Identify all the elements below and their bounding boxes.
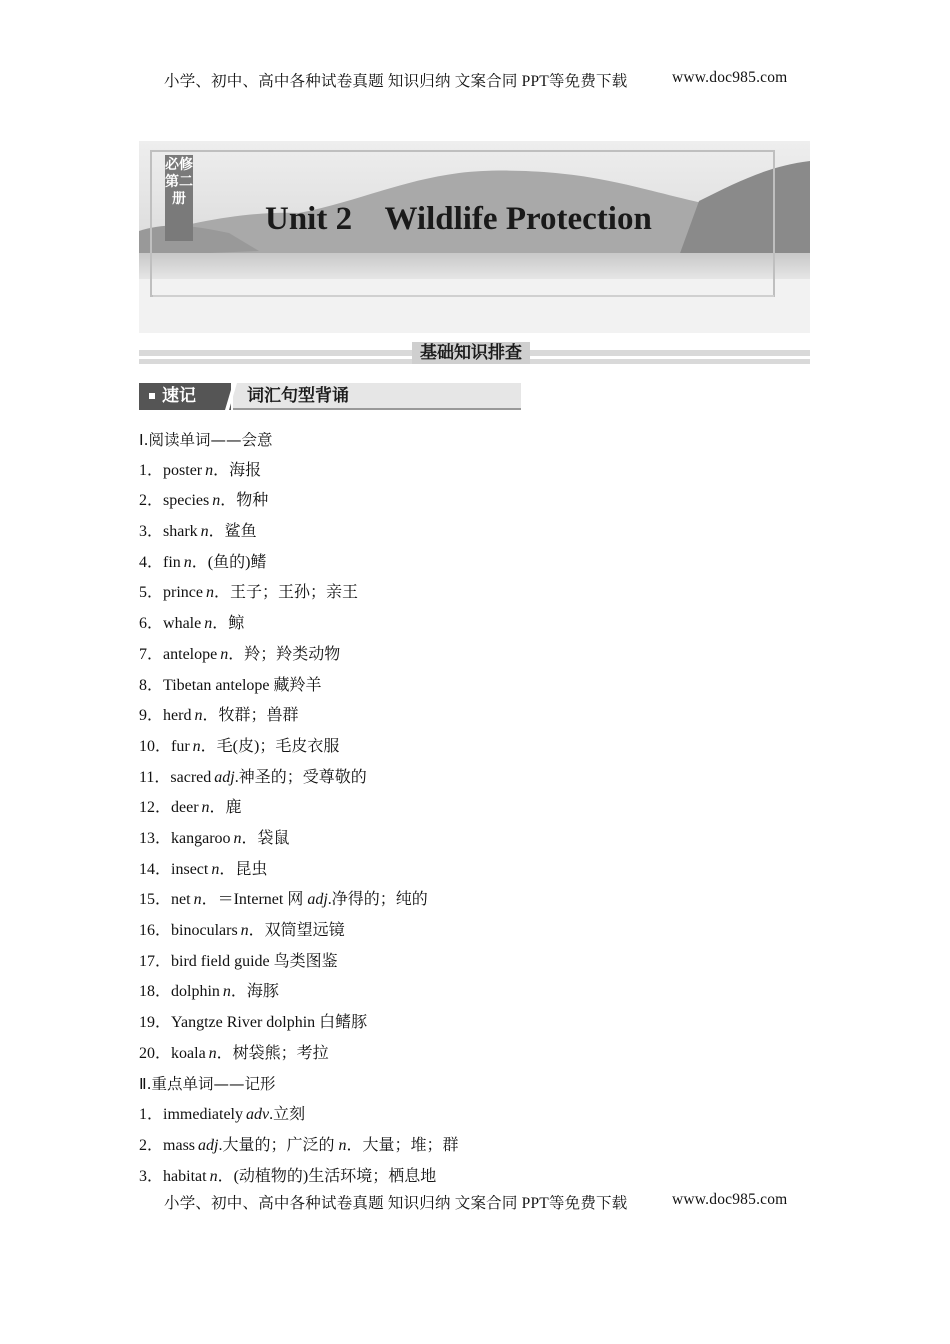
list-item — [139, 950, 819, 981]
item-word: binoculars — [171, 922, 238, 939]
item-pos: n — [205, 461, 214, 479]
list-item — [139, 520, 819, 551]
item-meaning: ．昆虫 — [219, 860, 268, 878]
item-meaning: ．袋鼠 — [241, 829, 290, 847]
item-word: whale — [163, 615, 202, 633]
item-word: kangaroo — [171, 829, 231, 847]
unit-banner — [139, 141, 810, 333]
item-number: 14． — [139, 860, 172, 878]
item-meaning: ．鹿 — [209, 799, 242, 817]
item-word: shark — [163, 523, 198, 541]
item-word: species — [163, 492, 210, 510]
item-pos: n — [193, 891, 202, 909]
item-number: 19． — [139, 1014, 172, 1032]
item-word: poster — [163, 461, 203, 479]
item-word: bird field guide — [171, 952, 270, 970]
item-pos: n — [201, 799, 210, 817]
item-meaning: .净得的；纯的 — [327, 891, 428, 909]
item-meaning: 白鳍豚 — [315, 1014, 368, 1032]
item-number: 10． — [139, 737, 172, 755]
tag-left-label: 速记 — [162, 386, 196, 406]
item-pos: n — [208, 1044, 217, 1062]
item-number: 9． — [139, 707, 164, 725]
item-pos: n — [222, 983, 231, 1001]
item-meaning: ．王子；王孙；亲王 — [214, 584, 359, 602]
tag-right-label: 词汇句型背诵 — [247, 386, 349, 406]
item-word: antelope — [163, 645, 218, 663]
list-item — [139, 827, 819, 858]
item-number: 5． — [139, 584, 164, 602]
volume-tag: 必修第二册 — [165, 155, 193, 241]
item-word: insect — [171, 860, 209, 878]
list-item — [139, 1103, 819, 1134]
item-number: 17． — [139, 952, 172, 970]
item-word: fur — [171, 737, 190, 755]
item-number: 12． — [139, 799, 172, 817]
vocab-list — [139, 428, 819, 1195]
item-meaning: ．牧群；兽群 — [202, 707, 299, 725]
footer-text: 小学、初中、高中各种试卷真题 知识归纳 文案合同 PPT等免费下载 — [164, 1195, 628, 1212]
list-item — [139, 858, 819, 889]
list-item — [139, 581, 819, 612]
item-meaning: ．(鱼的)鳍 — [191, 553, 267, 571]
item-pos: n — [183, 553, 192, 571]
header-url: www.doc985.com — [672, 69, 788, 86]
item-number: 11． — [139, 768, 171, 786]
item-word: habitat — [163, 1167, 207, 1185]
list-item — [139, 735, 819, 766]
tag-right — [233, 383, 521, 410]
list-item — [139, 1134, 819, 1165]
item-word: prince — [163, 584, 203, 602]
list-heading: Ⅰ.阅读单词——会意 — [139, 431, 273, 449]
item-meaning: ．双筒望远镜 — [248, 922, 345, 939]
item-pos: n — [206, 584, 214, 602]
list-item — [139, 551, 819, 582]
item-meaning: 鸟类图鉴 — [269, 952, 338, 970]
footer-url: www.doc985.com — [672, 1191, 788, 1208]
list-item — [139, 704, 819, 735]
list-item — [139, 766, 819, 797]
item-meaning: ．大量；堆；群 — [346, 1136, 459, 1154]
item-meaning: .神圣的；受尊敬的 — [234, 768, 367, 786]
item-meaning: ．毛(皮)；毛皮衣服 — [200, 737, 340, 755]
section-title: 基础知识排查 — [412, 342, 530, 364]
list-item — [139, 674, 819, 705]
item-meaning: ．鲨鱼 — [208, 523, 257, 541]
item-number: 3． — [139, 523, 164, 541]
list-item — [139, 1042, 819, 1073]
list-item — [139, 459, 819, 490]
item-meaning: ．树袋熊；考拉 — [216, 1044, 329, 1062]
item-word: dolphin — [171, 983, 220, 1001]
item-word: Yangtze River dolphin — [171, 1014, 316, 1032]
item-number: 8． — [139, 676, 164, 694]
item-pos: adj — [307, 891, 328, 909]
list-item — [139, 796, 819, 827]
item-meaning: .立刻 — [269, 1106, 306, 1124]
item-number: 1． — [139, 1106, 164, 1124]
item-meaning: ．羚；羚类动物 — [228, 645, 341, 663]
item-pos: n — [240, 922, 249, 939]
item-pos: n — [194, 707, 203, 725]
tag-left — [139, 383, 231, 410]
list-item — [139, 612, 819, 643]
unit-title: Unit 2 Wildlife Protection — [265, 201, 652, 237]
item-pos: n — [200, 523, 209, 541]
item-meaning: 藏羚羊 — [269, 676, 322, 694]
item-number: 13． — [139, 829, 172, 847]
header-text: 小学、初中、高中各种试卷真题 知识归纳 文案合同 PPT等免费下载 — [164, 73, 628, 90]
item-number: 6． — [139, 615, 164, 633]
item-meaning: ．海豚 — [230, 983, 279, 1001]
item-number: 4． — [139, 553, 164, 571]
item-pos: adj — [214, 768, 235, 786]
item-number: 15． — [139, 891, 172, 909]
list-item — [139, 1011, 819, 1042]
item-pos: n — [338, 1136, 347, 1154]
item-pos: adj — [198, 1136, 219, 1154]
item-number: 1． — [139, 461, 164, 479]
item-pos: n — [204, 615, 213, 633]
item-number: 7． — [139, 645, 164, 663]
item-number: 16． — [139, 922, 172, 939]
item-pos: n — [211, 860, 220, 878]
item-meaning: ．＝Internet 网 — [201, 891, 308, 909]
item-pos: n — [209, 1167, 218, 1185]
item-number: 3． — [139, 1167, 164, 1185]
item-pos: n — [220, 645, 229, 663]
list-heading: Ⅱ.重点单词——记形 — [139, 1075, 276, 1094]
square-bullet-icon — [149, 393, 155, 399]
item-number: 2． — [139, 1136, 164, 1154]
subsection-tag — [139, 383, 521, 412]
item-word: immediately — [163, 1106, 243, 1124]
item-number: 20． — [139, 1044, 172, 1062]
item-number: 18． — [139, 983, 172, 1001]
slash-divider-icon — [225, 383, 237, 410]
item-word: koala — [171, 1044, 206, 1062]
list-item — [139, 643, 819, 674]
item-word: herd — [163, 707, 192, 725]
item-pos: n — [212, 492, 221, 510]
item-meaning: ．鲸 — [212, 615, 245, 633]
item-meaning: ．物种 — [220, 492, 269, 510]
item-word: deer — [171, 799, 199, 817]
item-pos: n — [233, 829, 242, 847]
item-meaning: ．(动植物的)生活环境；栖息地 — [217, 1167, 437, 1185]
item-word: net — [171, 891, 191, 909]
item-word: sacred — [170, 768, 212, 786]
list-item — [139, 919, 819, 950]
item-pos: n — [192, 737, 201, 755]
item-word: fin — [163, 553, 181, 571]
list-item — [139, 489, 819, 520]
item-word: mass — [163, 1136, 196, 1154]
section-bar — [139, 343, 810, 368]
item-number: 2． — [139, 492, 164, 510]
item-meaning: .大量的；广泛的 — [218, 1136, 339, 1154]
item-pos: adv — [246, 1106, 270, 1124]
item-meaning: ．海报 — [213, 461, 262, 479]
list-item — [139, 888, 819, 919]
list-item — [139, 980, 819, 1011]
item-word: Tibetan antelope — [163, 676, 270, 694]
